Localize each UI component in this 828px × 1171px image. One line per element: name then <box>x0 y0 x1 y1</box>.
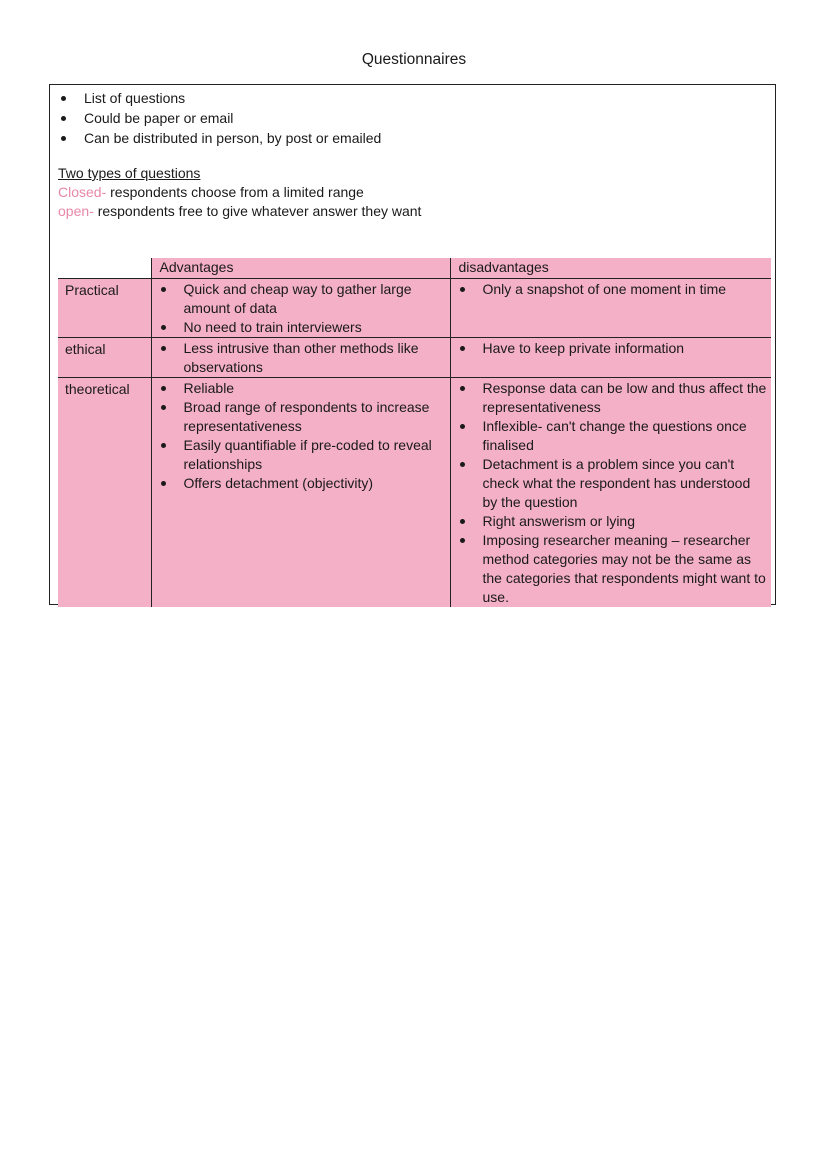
theoretical-disadvantages <box>450 378 771 608</box>
list-item: No need to train interviewers <box>152 318 446 337</box>
table-row <box>58 279 771 338</box>
practical-disadvantages <box>450 279 771 338</box>
list-item: List of questions <box>58 88 381 108</box>
closed-term: Closed- <box>58 184 107 200</box>
list-item: Could be paper or email <box>58 108 381 128</box>
list-item: Only a snapshot of one moment in time <box>451 280 768 299</box>
header-advantages: Advantages <box>151 258 450 279</box>
table-row <box>58 338 771 378</box>
content-box <box>49 84 776 605</box>
list-item: Have to keep private information <box>451 339 768 358</box>
row-label-ethical: ethical <box>58 338 151 378</box>
intro-bullet-list <box>58 88 381 148</box>
row-label-theoretical: theoretical <box>58 378 151 608</box>
table-row <box>58 378 771 608</box>
ethical-advantages <box>151 338 450 378</box>
open-text: respondents free to give whatever answer they want <box>93 203 422 219</box>
comparison-table <box>58 258 771 607</box>
list-item: Can be distributed in person, by post or emailed <box>58 128 381 148</box>
open-definition <box>58 202 421 221</box>
open-term: open- <box>58 203 94 219</box>
closed-definition <box>58 183 421 202</box>
list-item: Offers detachment (objectivity) <box>152 474 446 493</box>
ethical-disadvantages <box>450 338 771 378</box>
question-types <box>58 164 421 221</box>
list-item: Detachment is a problem since you can't check what the respondent has understood by the question <box>451 455 768 512</box>
table-header-row <box>58 258 771 279</box>
row-label-practical: Practical <box>58 279 151 338</box>
list-item: Response data can be low and thus affect the representativeness <box>451 379 768 417</box>
closed-text: respondents choose from a limited range <box>106 184 364 200</box>
list-item: Reliable <box>152 379 446 398</box>
theoretical-advantages <box>151 378 450 608</box>
list-item: Imposing researcher meaning – researcher method categories may not be the same as the categories that respondents might want to use. <box>451 531 768 607</box>
list-item: Broad range of respondents to increase representativeness <box>152 398 446 436</box>
list-item: Easily quantifiable if pre-coded to reveal relationships <box>152 436 446 474</box>
list-item: Right answerism or lying <box>451 512 768 531</box>
page-title: Questionnaires <box>361 51 467 68</box>
list-item: Inflexible- can't change the questions once finalised <box>451 417 768 455</box>
list-item: Quick and cheap way to gather large amount of data <box>152 280 446 318</box>
list-item: Less intrusive than other methods like observations <box>152 339 446 377</box>
header-corner <box>58 258 151 279</box>
practical-advantages <box>151 279 450 338</box>
header-disadvantages: disadvantages <box>450 258 771 279</box>
question-types-heading: Two types of questions <box>58 165 201 181</box>
